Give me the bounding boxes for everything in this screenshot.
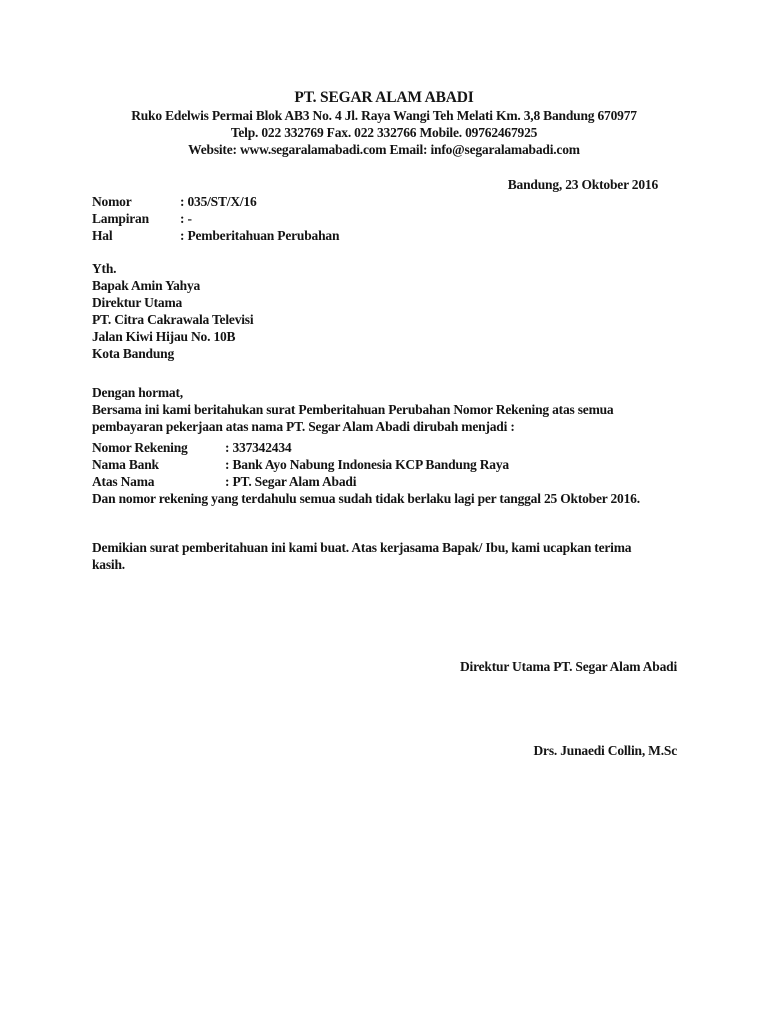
recipient-line: PT. Citra Cakrawala Televisi [92,312,254,327]
letter-body [92,384,692,507]
letter-meta [92,193,339,244]
closing-line: kasih. [92,557,125,572]
body-paragraph-line: pembayaran pekerjaan atas nama PT. Segar Alam Abadi dirubah menjadi : [92,419,515,434]
company-name: PT. SEGAR ALAM ABADI [294,89,474,106]
meta-label-hal: Hal [92,228,113,243]
detail-label-rekening: Nomor Rekening [92,440,188,455]
company-web-email: Website: www.segaralamabadi.com Email: info@segaralamabadi.com [188,142,580,157]
recipient-block [92,260,253,362]
detail-value-rekening: : 337342434 [225,440,292,455]
meta-value-lampiran: : - [180,211,192,226]
closing-line: Demikian surat pemberitahuan ini kami buat. Atas kerjasama Bapak/ Ibu, kami ucapkan terima [92,540,632,555]
salutation: Dengan hormat, [92,385,183,400]
meta-row-hal [92,227,339,244]
meta-row-nomor [92,193,339,210]
signature-title: Direktur Utama PT. Segar Alam Abadi [459,659,677,674]
meta-label-nomor: Nomor [92,194,132,209]
bank-details [92,439,692,490]
letterhead [0,88,768,158]
detail-row-rekening [92,439,692,456]
recipient-line: Yth. [92,261,117,276]
meta-row-lampiran [92,210,339,227]
date-line: Bandung, 23 Oktober 2016 [507,177,658,192]
closing-paragraph [92,539,631,573]
meta-value-nomor: : 035/ST/X/16 [180,194,257,209]
detail-row-atas-nama [92,473,692,490]
company-phone: Telp. 022 332769 Fax. 022 332766 Mobile. 09762467925 [230,125,538,140]
detail-label-bank: Nama Bank [92,457,159,472]
recipient-line: Direktur Utama [92,295,183,310]
body-paragraph-line: Bersama ini kami beritahukan surat Pemberitahuan Perubahan Nomor Rekening atas semua [92,402,614,417]
detail-row-bank [92,456,692,473]
detail-value-bank: : Bank Ayo Nabung Indonesia KCP Bandung Raya [225,457,509,472]
detail-label-atas-nama: Atas Nama [92,474,155,489]
recipient-line: Jalan Kiwi Hijau No. 10B [92,329,236,344]
body-paragraph-line: Dan nomor rekening yang terdahulu semua sudah tidak berlaku lagi per tanggal 25 Oktober 2016. [92,491,640,506]
meta-label-lampiran: Lampiran [92,211,149,226]
recipient-line: Kota Bandung [92,346,175,361]
detail-value-atas-nama: : PT. Segar Alam Abadi [225,474,357,489]
company-address: Ruko Edelwis Permai Blok AB3 No. 4 Jl. Raya Wangi Teh Melati Km. 3,8 Bandung 670977 [131,108,637,123]
signature-block [460,658,677,759]
recipient-line: Bapak Amin Yahya [92,278,201,293]
signature-name: Drs. Junaedi Collin, M.Sc [533,743,677,758]
meta-value-hal: : Pemberitahuan Perubahan [180,228,340,243]
